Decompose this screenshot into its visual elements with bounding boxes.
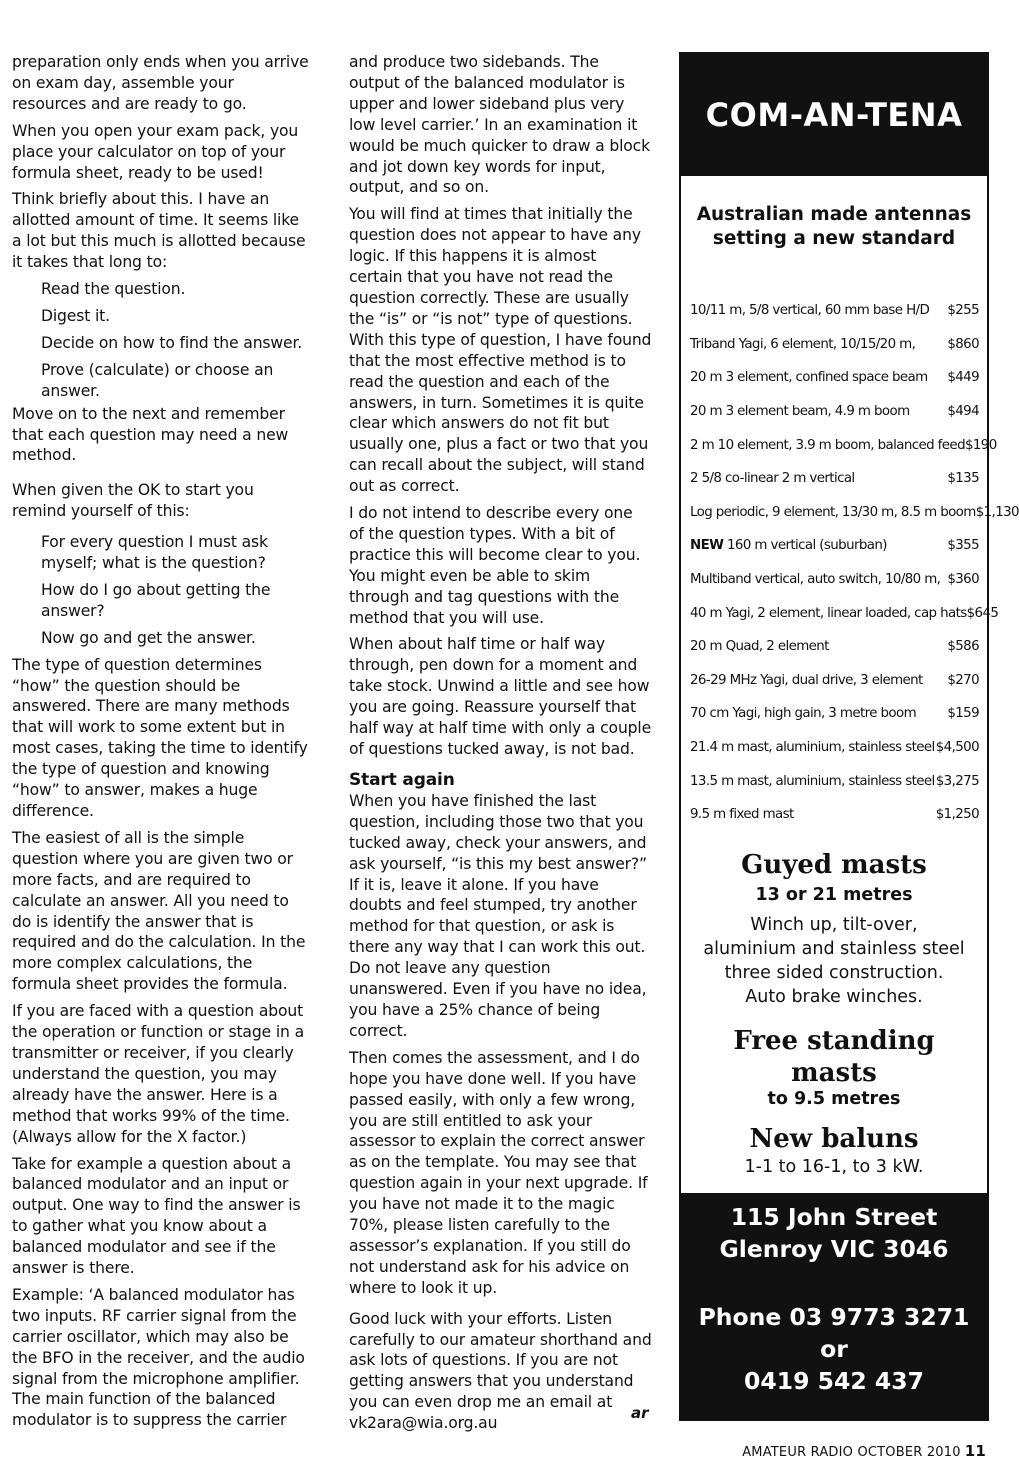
item-description (690, 370, 928, 385)
address-line: 115 John Street (730, 1203, 938, 1231)
paragraph: You will find at times that initially the question does not appear to have any logic. If this happens it is almost certain that you have not read the question correctly. These are usually the “is” or “is not” type of questions. With this type of question, I have found that the most effective method is to read the question and each of the answers, in turn. Sometimes it is quite clear which answers do not fit but usually one, plus a fact or two that you can recall about the subject, will stand out as correct. (349, 205, 652, 496)
item-price: $449 (947, 370, 979, 386)
list-item: For every question I must ask myself; what is the question? (41, 533, 268, 573)
price-list (681, 294, 1019, 832)
item-price: $1,250 (935, 807, 979, 823)
item-price: $494 (947, 404, 979, 420)
paragraph: preparation only ends when you arrive on exam day, assemble your resources and are ready to go. (12, 53, 309, 113)
section-title: masts (791, 1057, 877, 1088)
price-row (681, 596, 999, 630)
item-text: 21.4 m mast, aluminium, stainless steel (690, 740, 935, 756)
price-row (681, 563, 987, 597)
item-price: $4,500 (935, 740, 979, 756)
item-price: $255 (947, 303, 979, 319)
item-price: $190 (964, 437, 997, 453)
paragraph: Good luck with your efforts. Listen carefully to our amateur shorthand and ask lots of questions. If you are not getting answers that you understand you can even drop me an email at vk2ara@wia.org.au (349, 1309, 652, 1433)
ad-tagline (681, 203, 987, 251)
phone-line: 0419 542 437 (744, 1367, 924, 1395)
item-text: 2 m 10 element, 3.9 m boom, balanced feed (690, 437, 965, 453)
list-item: How do I go about getting the answer? (41, 580, 271, 620)
item-text: Log periodic, 9 element, 13/30 m, 8.5 m boom (690, 504, 976, 520)
item-text: 9.5 m fixed mast (690, 807, 794, 823)
paragraph: Take for example a question about a balanced modulator and an input or output. One way to find the answer is to gather what you know about a balanced modulator and see if the answer is there. (12, 1154, 301, 1278)
item-description (690, 404, 910, 419)
paragraph: Think briefly about this. I have an allotted amount of time. It seems like a lot but this much is allotted because it takes that long to: (12, 190, 306, 272)
list-item: Prove (calculate) or choose an answer. (41, 360, 274, 400)
item-text: 70 cm Yagi, high gain, 3 metre boom (690, 706, 917, 722)
section-title: New baluns (749, 1123, 919, 1154)
item-description (690, 706, 916, 721)
paragraph: The easiest of all is the simple question where you are given two or more facts, and are required to calculate an answer. All you need to do is identify the answer that is required and do the calculation. In the more complex calculations, the formula sheet provides the formula. (12, 828, 306, 994)
price-row (681, 428, 997, 462)
item-description (690, 538, 887, 553)
article-end-mark: ar (631, 1404, 649, 1422)
item-text: 20 m 3 element, confined space beam (690, 370, 928, 386)
item-price: $645 (966, 605, 999, 621)
section-subtitle: 1-1 to 16-1, to 3 kW. (744, 1156, 924, 1177)
price-row (681, 697, 987, 731)
page-number: 11 (964, 1442, 986, 1460)
item-text: Multiband vertical, auto switch, 10/80 m, (690, 572, 941, 588)
item-price: $3,275 (935, 773, 979, 789)
section-title: Guyed masts (741, 849, 927, 880)
paragraph: When you open your exam pack, you place your calculator on top of your formula sheet, ready to be used! (12, 121, 299, 182)
item-text: 2 5/8 co-linear 2 m vertical (690, 471, 855, 487)
tagline-line: Australian made antennas (696, 204, 972, 225)
section-subtitle: 13 or 21 metres (755, 884, 913, 905)
price-row (681, 395, 987, 429)
item-price: $159 (947, 706, 979, 722)
item-badge: NEW (690, 538, 724, 554)
paragraph: When about half time or half way through, pen down for a moment and take stock. Unwind a little and see how you are going. Reassure yourself that half way at half time with only a couple of questions tucked away, is not bad. (349, 635, 652, 758)
ad-brand: COM-AN-TENA (681, 54, 987, 176)
item-price: $270 (947, 672, 979, 688)
list-item: Now go and get the answer. (41, 628, 256, 647)
item-description (690, 303, 929, 318)
desc-line: Auto brake winches. (745, 986, 923, 1007)
address-line: Glenroy VIC 3046 (719, 1235, 949, 1263)
desc-line: three sided construction. (724, 962, 944, 983)
item-text: 10/11 m, 5/8 vertical, 60 mm base H/D (690, 303, 930, 319)
price-row (681, 294, 987, 328)
paragraph: When you have finished the last question, including those two that you tucked away, check your answers, and ask yourself, “is this my best answer?” If it is, leave it alone. If you have doubts and feel stumped, try another method for that question, or ask is there any way that I can work this out. Do not leave any question unanswered. Even if you have no idea, you have a 25% chance of being correct. (349, 791, 647, 1040)
article-column-1 (12, 52, 312, 1437)
item-price: $360 (947, 572, 979, 588)
ad-contact (681, 1193, 987, 1419)
indented-list (12, 279, 312, 402)
list-item: Digest it. (41, 306, 110, 325)
page-footer (742, 1442, 986, 1460)
paragraph: Example: ‘A balanced modulator has two inputs. RF carrier signal from the carrier oscillator, which may also be the BFO in the receiver, and the audio signal from the microphone amplifier. The main function of the balanced modulator is to suppress the carrier (12, 1285, 305, 1430)
item-description (690, 337, 915, 352)
item-text: 20 m Quad, 2 element (690, 639, 829, 655)
advertisement (679, 52, 1019, 1421)
item-description (690, 774, 935, 789)
item-description (690, 807, 794, 822)
paragraph: If you are faced with a question about the operation or function or stage in a transmitter or receiver, if you clearly understand the question, you may already have the answer. Here is a method that works 99% of the time. (Always allow for the X factor.) (12, 1002, 304, 1146)
list-item: Decide on how to find the answer. (41, 333, 303, 352)
item-price: $355 (947, 538, 979, 554)
price-row (681, 798, 987, 832)
section-heading: Start again (349, 769, 455, 790)
item-price: $860 (947, 336, 979, 352)
item-price: $1,130 (975, 504, 1019, 520)
paragraph: Move on to the next and remember that each question may need a new method. (12, 404, 289, 465)
price-row (681, 764, 987, 798)
paragraph: I do not intend to describe every one of the question types. With a bit of practice this will become clear to you. You might even be able to skim through and tag questions with the method that you will use. (349, 504, 641, 627)
item-description (690, 572, 940, 587)
item-description (690, 505, 976, 520)
baluns-section (681, 1123, 987, 1179)
item-text: Triband Yagi, 6 element, 10/15/20 m, (690, 336, 916, 352)
article-column-2 (349, 52, 652, 1440)
item-text: 26-29 MHz Yagi, dual drive, 3 element (690, 672, 923, 688)
item-description (690, 740, 935, 755)
price-row (681, 529, 987, 563)
item-description (690, 438, 965, 453)
price-row (681, 664, 987, 698)
item-text: 40 m Yagi, 2 element, linear loaded, cap hats (690, 605, 967, 621)
desc-line: aluminium and stainless steel (703, 938, 965, 959)
section-title: Free standing (733, 1025, 935, 1056)
item-text: 160 m vertical (suburban) (723, 538, 887, 554)
item-text: 13.5 m mast, aluminium, stainless steel (690, 773, 935, 789)
price-row (681, 361, 987, 395)
free-standing-section (681, 1025, 987, 1109)
item-description (690, 606, 967, 621)
section-description (681, 913, 987, 1009)
footer-text: AMATEUR RADIO OCTOBER 2010 (742, 1445, 961, 1460)
paragraph: The type of question determines “how” the question should be answered. There are many methods that will work to some extent but in most cases, taking the time to identify the type of question and knowing “how” to answer, makes a huge difference. (12, 655, 308, 820)
price-row (681, 630, 987, 664)
item-text: 20 m 3 element beam, 4.9 m boom (690, 404, 910, 420)
item-description (690, 471, 855, 486)
item-price: $586 (947, 639, 979, 655)
or-text: or (820, 1335, 848, 1363)
item-price: $135 (947, 471, 979, 487)
price-row (681, 462, 987, 496)
list-item: Read the question. (41, 280, 186, 299)
price-row (681, 496, 1019, 530)
tagline-line: setting a new standard (712, 228, 956, 249)
phone-line: Phone 03 9773 3271 (698, 1303, 970, 1331)
guyed-masts-section (681, 849, 987, 1009)
section-subtitle: to 9.5 metres (767, 1088, 901, 1109)
paragraph: When given the OK to start you remind yourself of this: (12, 481, 254, 521)
price-row (681, 731, 987, 765)
item-description (690, 639, 829, 654)
item-description (690, 673, 923, 688)
paragraph: and produce two sidebands. The output of the balanced modulator is upper and lower sideband plus very low level carrier.’ In an examination it would be much quicker to draw a block and jot down key words for input, output, and so on. (349, 53, 650, 197)
indented-list (12, 532, 312, 649)
price-row (681, 328, 987, 362)
desc-line: Winch up, tilt-over, (750, 914, 918, 935)
paragraph: Then comes the assessment, and I do hope you have done well. If you have passed easily, with only a few wrong, you are still entitled to ask your assessor to explain the correct answer as on the template. You may see that question again in your next upgrade. If you have not made it to the magic 70%, please listen carefully to the assessor’s explanation. If you still do not understand ask for his advice on where to look it up. (349, 1048, 648, 1297)
